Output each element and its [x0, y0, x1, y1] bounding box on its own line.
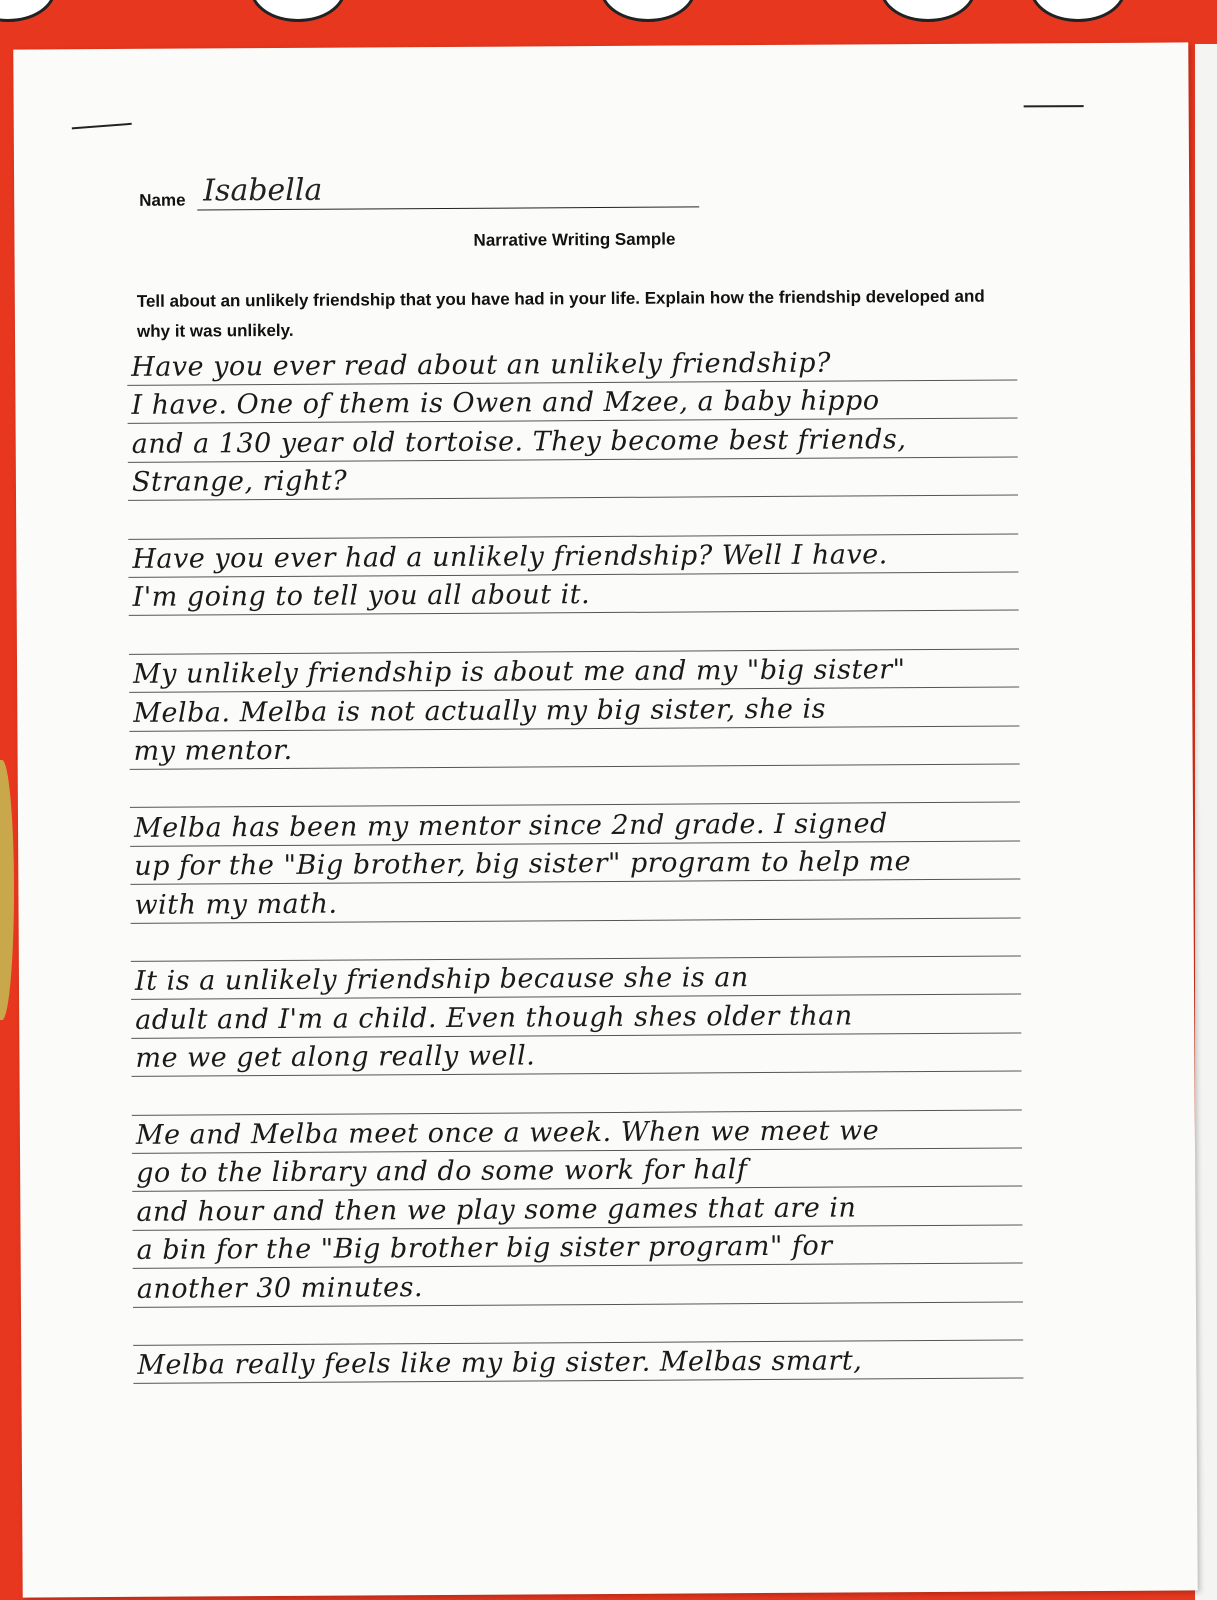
ruled-line: [132, 1109, 1022, 1115]
essay-line: and a 130 year old tortoise. They become best friends,: [131, 423, 907, 460]
essay-line: Me and Melba meet once a week. When we meet we: [135, 1115, 880, 1151]
ruled-line: [133, 1339, 1023, 1345]
corner-mark-left: [72, 123, 132, 130]
essay-line: It is a unlikely friendship because she is an: [134, 962, 749, 998]
essay-line: a bin for the "Big brother big sister program" for: [136, 1230, 833, 1267]
essay-line: I'm going to tell you all about it.: [132, 579, 591, 614]
essay-line: I have. One of them is Owen and Mzee, a baby hippo: [131, 385, 880, 422]
essay-line: Melba. Melba is not actually my big sister, she is: [133, 693, 827, 729]
name-label: Name: [139, 190, 186, 210]
essay-line: Melba really feels like my big sister. Melbas smart,: [137, 1345, 863, 1382]
writing-prompt: Tell about an unlikely friendship that you have had in your life. Explain how the friendship developed and why it was unlikely.: [136, 286, 985, 341]
decorative-circle: [250, 0, 346, 22]
background-sheet: [1195, 44, 1217, 1600]
decorative-leaf: [0, 760, 14, 1020]
corner-mark-right: [1024, 105, 1084, 107]
essay-line: another 30 minutes.: [136, 1271, 424, 1305]
essay-line: adult and I'm a child. Even though shes older than: [135, 1000, 853, 1036]
decorative-circle: [0, 0, 56, 22]
essay-line: up for the "Big brother, big sister" program to help me: [134, 846, 912, 883]
essay-line: my mentor.: [133, 734, 293, 767]
name-field: [139, 163, 699, 216]
decorative-circle: [600, 0, 696, 22]
document-title: Narrative Writing Sample: [473, 229, 676, 250]
decorative-circle: [880, 0, 976, 22]
name-value: Isabella: [203, 172, 323, 209]
ruled-line: [131, 955, 1021, 961]
essay-line: Melba has been my mentor since 2nd grade. I signed: [133, 808, 888, 844]
essay-line: Have you ever read about an unlikely friendship?: [131, 347, 832, 383]
essay-line: My unlikely friendship is about me and my "big sister": [133, 654, 906, 691]
essay-line: and hour and then we play some games that are in: [136, 1192, 857, 1228]
essay-line: go to the library and do some work for half: [136, 1154, 748, 1190]
worksheet-page: [13, 42, 1197, 1597]
decorative-circle: [1030, 0, 1126, 22]
essay-line: Strange, right?: [131, 465, 348, 499]
essay-line: Have you ever had a unlikely friendship? Well I have.: [132, 539, 888, 575]
essay-line: with my math.: [134, 888, 338, 921]
essay-line: me we get along really well.: [135, 1040, 536, 1075]
